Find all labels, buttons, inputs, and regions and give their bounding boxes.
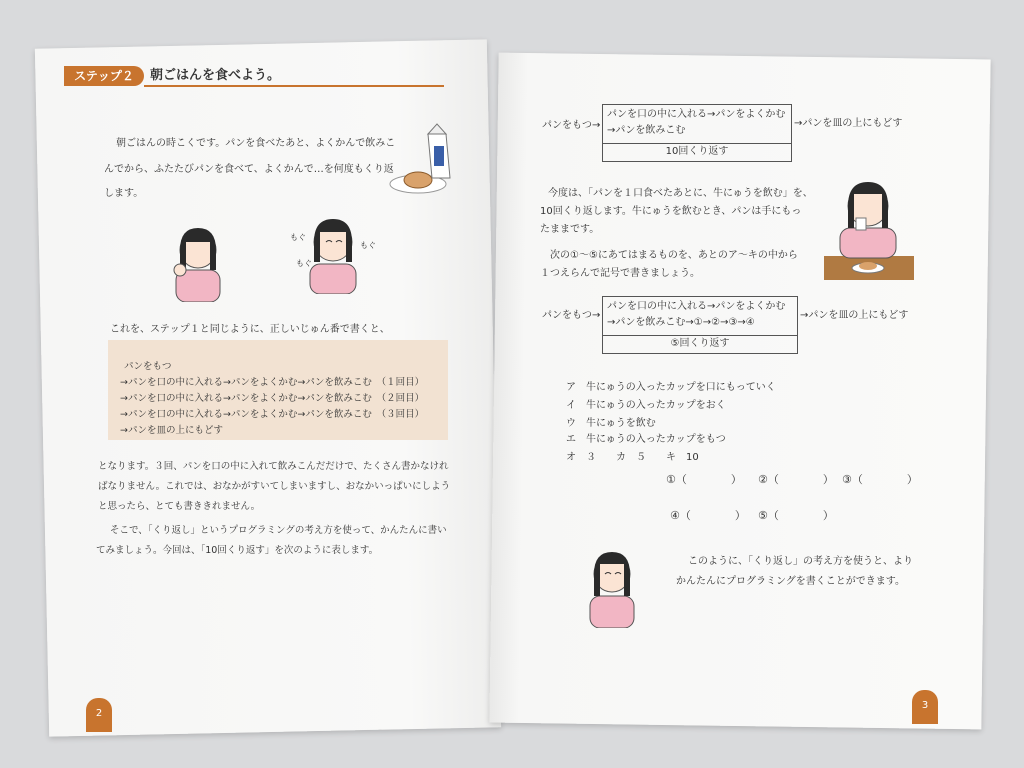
page-number-right: 3 (912, 690, 938, 724)
program-line-4: →パンを口の中に入れる→パンをよくかむ→パンを飲みこむ （３回目） (120, 409, 425, 420)
para1-line-3: たままです。 (540, 224, 600, 235)
program-line-2: →パンを口の中に入れる→パンをよくかむ→パンを飲みこむ （１回目） (120, 377, 425, 388)
answer-2[interactable]: ②（ ） (758, 473, 834, 486)
diagram1-box (602, 104, 792, 162)
d2-start: パンをもつ→ (542, 310, 601, 321)
answer-1[interactable]: ①（ ） (666, 473, 742, 486)
girl-drinking-illustration (824, 176, 914, 280)
closing-line-1: このように、「くり返し」の考え方を使うと、より (688, 556, 913, 567)
girl-smiling-illustration (584, 548, 640, 628)
diagram2-box (602, 296, 798, 354)
program-line-5: →パンを皿の上にもどす (120, 425, 223, 436)
girl-eating-illustration (168, 222, 228, 302)
closing-line-2: かんたんにプログラミングを書くことができます。 (676, 576, 905, 587)
title-rule (144, 85, 444, 87)
answer-4[interactable]: ④（ ） (670, 509, 746, 522)
intro-line-3: します。 (104, 188, 144, 199)
program-line-3: →パンを口の中に入れる→パンをよくかむ→パンを飲みこむ （２回目） (120, 393, 425, 404)
d2-repeat: ⑤回くり返す (603, 335, 797, 352)
d1-inner2: →パンを飲みこむ (607, 125, 686, 136)
para2-line-2: １つえらんで記号で書きましょう。 (540, 268, 700, 279)
para1-line-2: 10回くり返します。牛にゅうを飲むとき、パンは手にもっ (540, 206, 802, 217)
mogu-2: もぐ (360, 241, 376, 250)
girl-chewing-illustration (302, 214, 364, 294)
d1-repeat: 10回くり返す (603, 143, 791, 160)
page-number-left: 2 (86, 698, 112, 732)
para1-line-1: 今度は、「パンを１口食べたあとに、牛にゅうを飲む」を、 (548, 188, 813, 199)
step-label: ステップ２ (64, 66, 144, 86)
mogu-1: もぐ (290, 233, 306, 242)
mogu-3: もぐ (296, 259, 312, 268)
d1-end: →パンを皿の上にもどす (794, 118, 903, 129)
program-line-1: パンをもつ (124, 361, 172, 372)
d2-end: →パンを皿の上にもどす (800, 310, 909, 321)
body2-line-1: となります。３回、パンを口の中に入れて飲みこんだだけで、たくさん書かなけれ (98, 461, 449, 472)
step-title: 朝ごはんを食べよう。 (150, 68, 281, 83)
body3-line-1: そこで、「くり返し」というプログラミングの考え方を使って、かんたんに書い (110, 525, 447, 536)
body2-line-3: と思ったら、とても書ききれません。 (98, 501, 261, 512)
step1-line: これを、ステップ１と同じように、正しいじゅん番で書くと、 (110, 324, 390, 335)
para2-line-1: 次の①～⑤にあてはまるものを、あとのア～キの中から (550, 250, 798, 261)
d1-start: パンをもつ→ (542, 120, 601, 131)
answer-5[interactable]: ⑤（ ） (758, 509, 834, 522)
d1-inner1: パンを口の中に入れる→パンをよくかむ (607, 109, 786, 120)
choice-i: イ 牛にゅうの入ったカップをおく (566, 400, 726, 411)
choice-o-ka-ki: オ ３ カ ５ キ 10 (566, 452, 699, 463)
intro-line-2: んでから、ふたたびパンを食べて、よくかんで…を何度もくり返 (104, 164, 394, 175)
choice-u: ウ 牛にゅうを飲む (566, 418, 656, 429)
answer-3[interactable]: ③（ ） (842, 473, 918, 486)
milk-bread-illustration (388, 122, 458, 202)
d2-inner1: パンを口の中に入れる→パンをよくかむ (607, 301, 786, 312)
d2-inner2: →パンを飲みこむ→①→②→③→④ (607, 317, 755, 328)
choice-e: エ 牛にゅうの入ったカップをもつ (566, 434, 726, 445)
choice-a: ア 牛にゅうの入ったカップを口にもっていく (566, 382, 776, 393)
body3-line-2: てみましょう。今回は、「10回くり返す」を次のように表します。 (96, 545, 379, 556)
intro-line-1: 朝ごはんの時こくです。パンを食べたあと、よくかんで飲みこ (116, 138, 396, 149)
body2-line-2: ばなりません。これでは、おなかがすいてしまいますし、おなかいっぱいにしよう (98, 481, 451, 492)
